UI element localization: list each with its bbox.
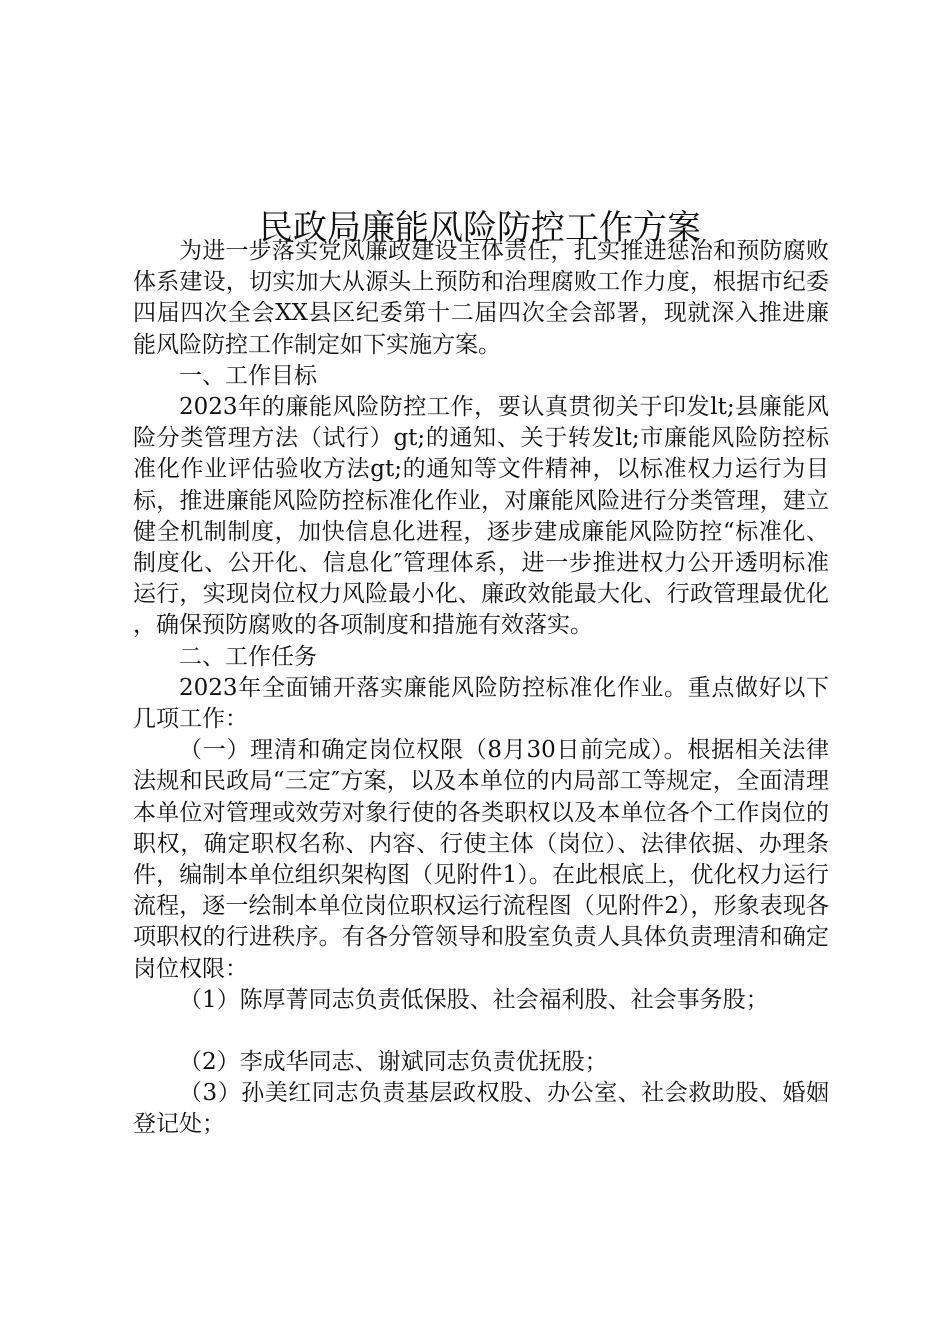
task-one-paragraph: （一）理清和确定岗位权限（8月30日前完成）。根据相关法律法规和民政局“三定″方案，以及本单位的内局部工等规定，全面清理本单位对管理或效劳对象行使的各类职权以及本单位各个工作岗位的职权，确定职权名称、内容、行使主体（岗位）、法律依据、办理条件，编制本单位组织架构图（见附件1）。在此根底上，优化权力运行流程，逐一绘制本单位岗位职权运行流程图（见附件2），形象表现各项职权的行进秩序。有各分管领导和股室负责人具体负责理清和确定岗位权限：: [133, 737, 829, 982]
document-title: 民政局廉能风险防控工作方案: [259, 207, 701, 248]
goals-paragraph: 2023年的廉能风险防控工作，要认真贯彻关于印发lt;县廉能风险分类管理方法（试行）gt;的通知、关于转发lt;市廉能风险防控标准化作业评估验收方法gt;的通知等文件精神，以标准权力运行为目标，推进廉能风险防控标准化作业，对廉能风险进行分类管理，建立健全机制制度，加快信息化进程，逐步建成廉能风险防控“标准化、制度化、公开化、信息化″管理体系，进一步推进权力公开透明标准运行，实现岗位权力风险最小化、廉政效能最大化、行政管理最优化，确保预防腐败的各项制度和措施有效落实。: [133, 394, 829, 639]
section-heading-goals: 一、工作目标: [179, 362, 317, 389]
list-item-2: （2）李成华同志、谢斌同志负责优抚股；: [179, 1049, 608, 1076]
list-item-3: （3）孙美红同志负责基层政权股、办公室、社会救助股、婚姻登记处；: [133, 1080, 829, 1138]
list-item-1: （1）陈厚菁同志负责低保股、社会福利股、社会事务股；: [179, 986, 769, 1013]
document-body: [133, 236, 829, 1141]
intro-paragraph: 为进一步落实党风廉政建设主体责任，扎实推进惩治和预防腐败体系建设，切实加大从源头上预防和治理腐败工作力度，根据市纪委四届四次全会XX县区纪委第十二届四次全会部署，现就深入推进廉能风险防控工作制定如下实施方案。: [133, 238, 829, 358]
tasks-paragraph: 2023年全面铺开落实廉能风险防控标准化作业。重点做好以下几项工作：: [133, 674, 829, 733]
section-heading-tasks: 二、工作任务: [179, 643, 317, 670]
